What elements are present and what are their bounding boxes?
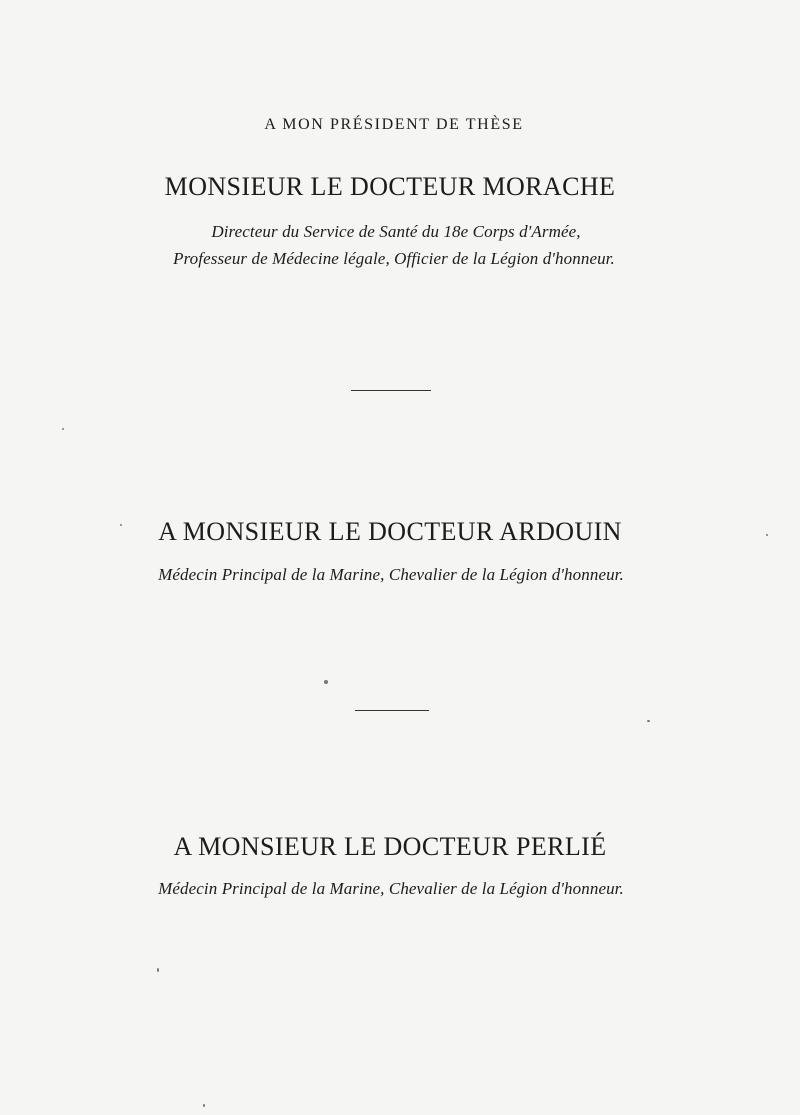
scan-speck [766, 534, 768, 536]
section-divider [351, 390, 431, 391]
scan-speck [62, 428, 64, 430]
scan-speck [203, 1104, 205, 1107]
scan-speck [324, 680, 328, 684]
section-divider [355, 710, 429, 711]
dedicatee-title-ardouin: Médecin Principal de la Marine, Chevalier de la Légion d'honneur. [158, 565, 624, 584]
dedicatee-name-perlie: A MONSIEUR LE DOCTEUR PERLIÉ [173, 832, 607, 861]
dedicatee-title-perlie: Médecin Principal de la Marine, Chevalier de la Légion d'honneur. [158, 879, 624, 898]
dedication-header: A MON PRÉSIDENT DE THÈSE [264, 116, 524, 133]
scan-speck [120, 524, 122, 526]
dedicatee-name-ardouin: A MONSIEUR LE DOCTEUR ARDOUIN [158, 517, 622, 546]
scan-speck [157, 968, 159, 972]
dedicatee-name-morache: MONSIEUR LE DOCTEUR MORACHE [164, 172, 616, 201]
scan-speck [647, 720, 650, 722]
dedicatee-title-morache-2: Professeur de Médecine légale, Officier de la Légion d'honneur. [173, 249, 615, 268]
dedicatee-title-morache-1: Directeur du Service de Santé du 18e Corps d'Armée, [211, 222, 581, 241]
